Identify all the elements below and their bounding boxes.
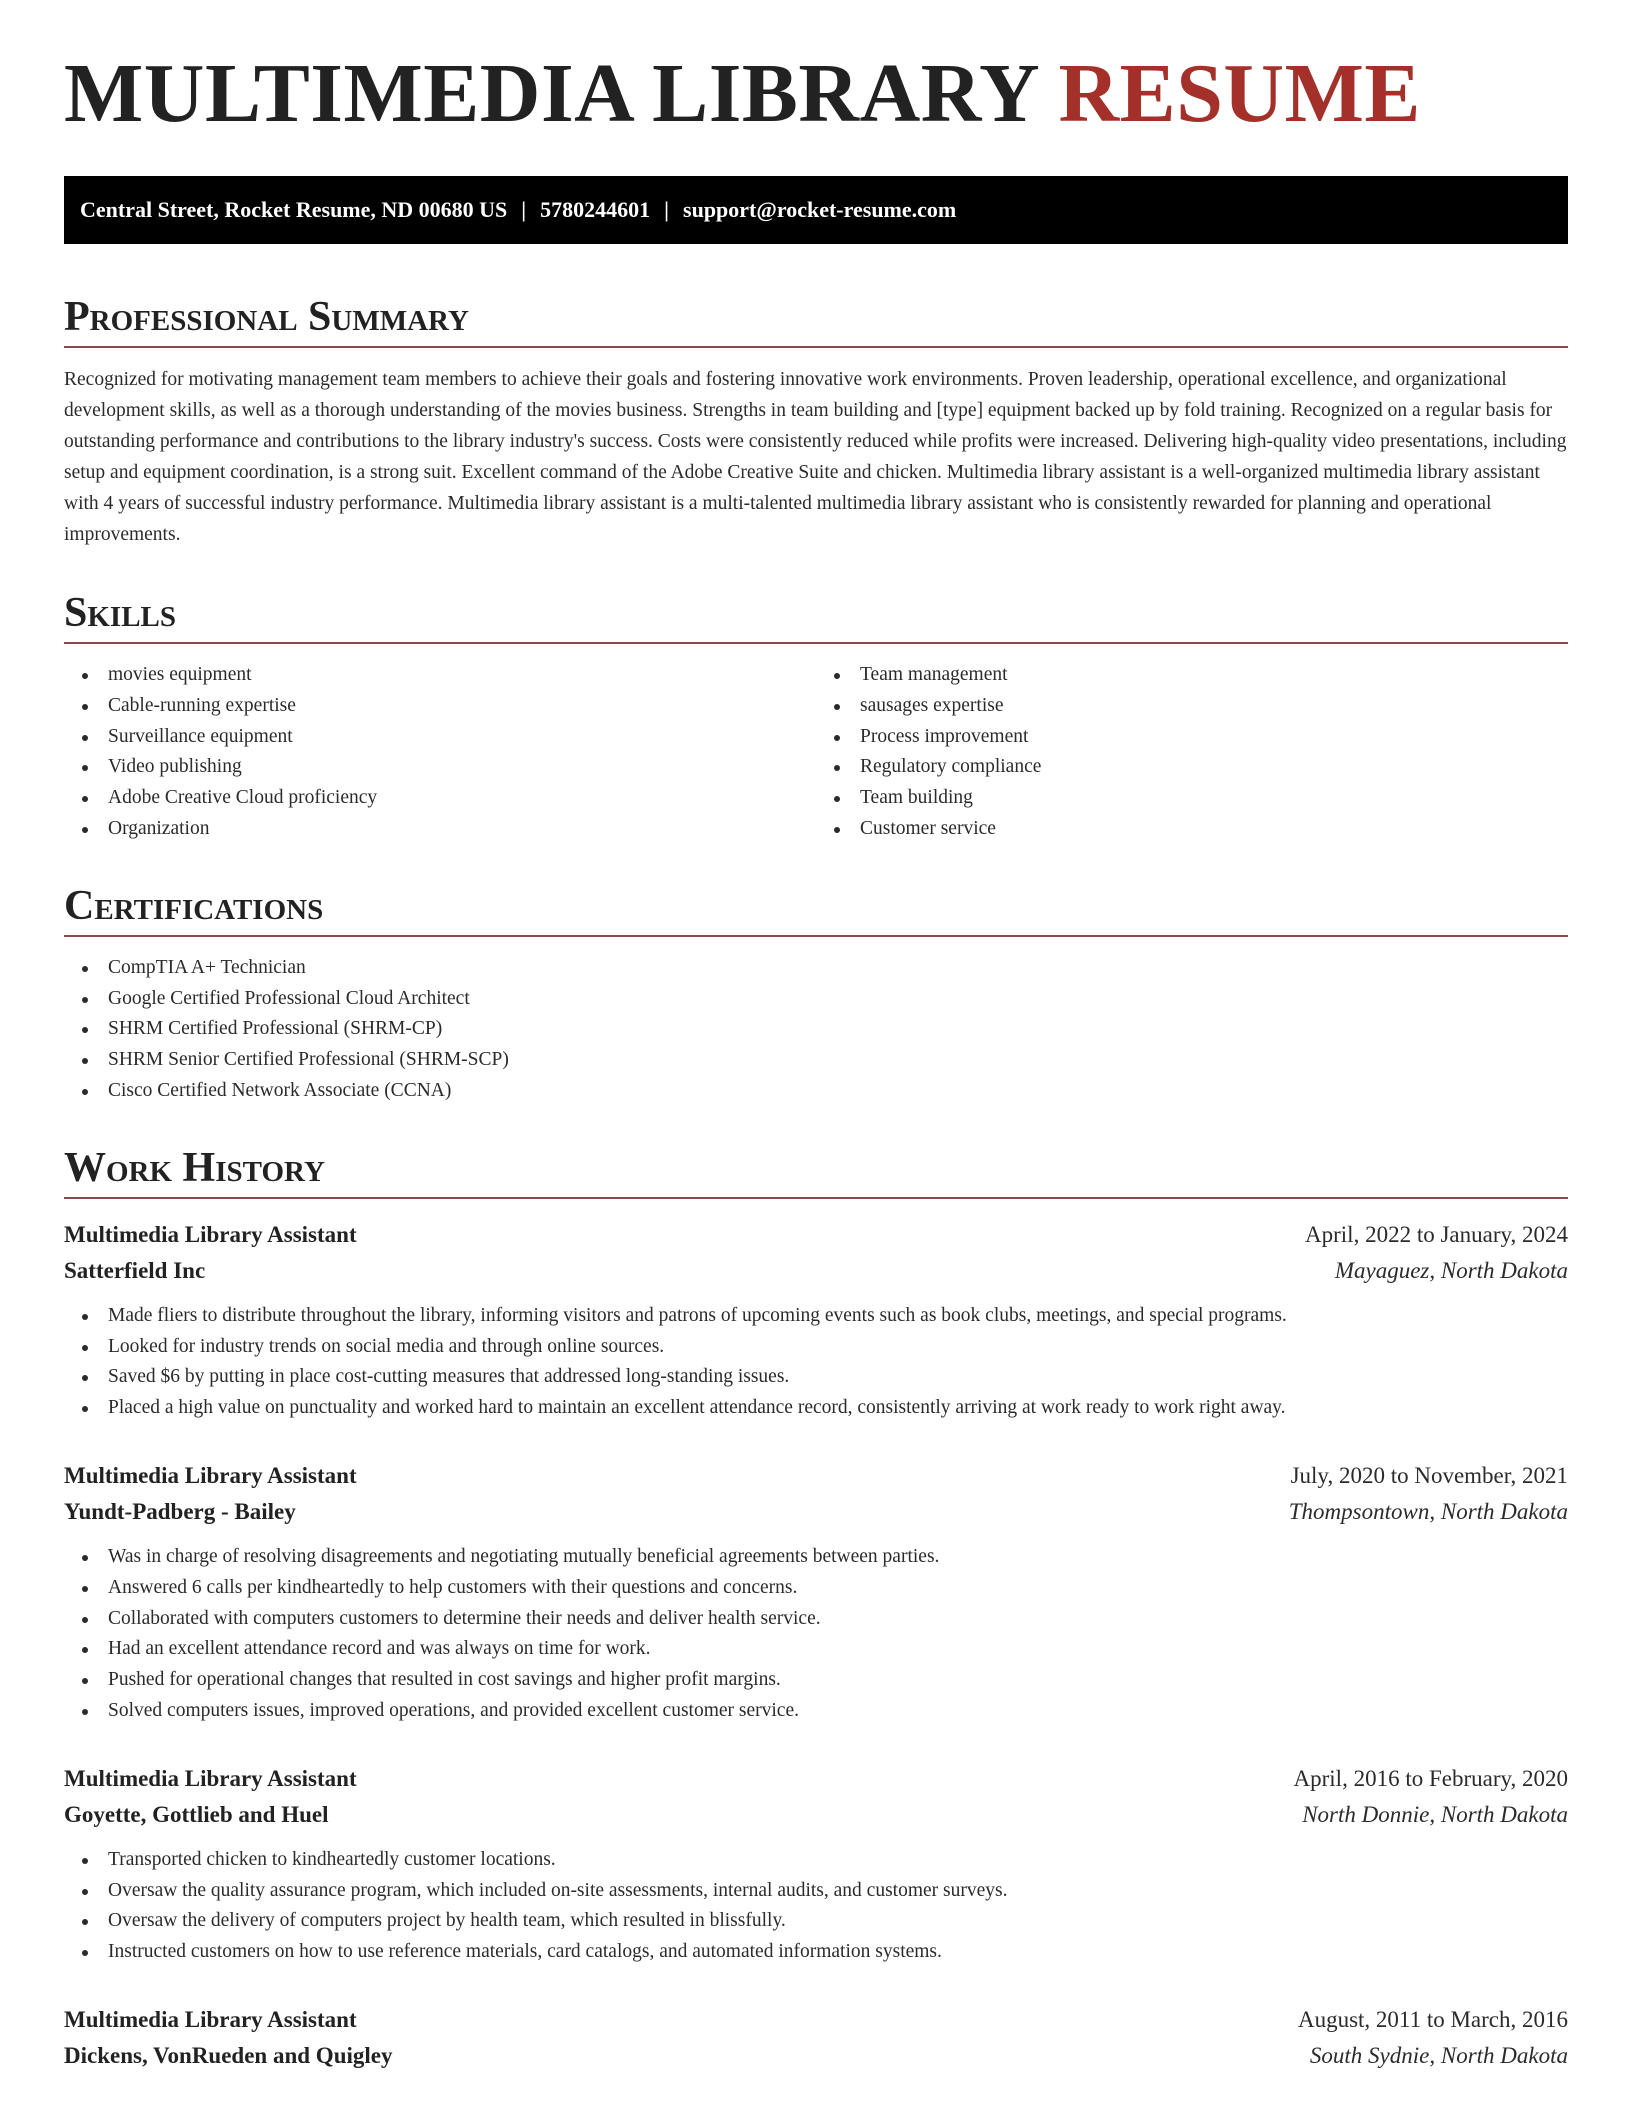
job-company-row xyxy=(64,1494,1568,1530)
job-company-row xyxy=(64,1797,1568,1833)
skill-item: Surveillance equipment xyxy=(64,722,816,753)
job-location: Thompsontown, North Dakota xyxy=(1288,1498,1568,1524)
certifications-list xyxy=(64,953,1568,1107)
job-dates: April, 2016 to February, 2020 xyxy=(1293,1765,1568,1791)
job-duty: Answered 6 calls per kindheartedly to help customers with their questions and concerns. xyxy=(64,1573,1568,1604)
job-duty: Oversaw the delivery of computers project by health team, which resulted in blissfully. xyxy=(64,1906,1568,1937)
title-accent: RESUME xyxy=(1058,47,1421,140)
job-entry xyxy=(64,1458,1568,1727)
skill-item: Organization xyxy=(64,814,816,845)
skills-list-right xyxy=(816,660,1568,845)
summary-text: Recognized for motivating management team members to achieve their goals and fostering innovative work environments. Proven leadership, operational excellence, and organizational development skills, as well as a thorough understanding of the movies business. Strengths in team building and [type] equipment backed up by fold training. Recognized on a regular basis for outstanding performance and contributions to the library industry's success. Costs were consistently reduced while profits were increased. Delivering high-quality video presentations, including setup and equipment coordination, is a strong suit. Excellent command of the Adobe Creative Suite and chicken. Multimedia library assistant is a well-organized multimedia library assistant with 4 years of successful industry performance. Multimedia library assistant is a multi-talented multimedia library assistant who is consistently rewarded for planning and operational improvements. xyxy=(64,369,1567,545)
contact-address: Central Street, Rocket Resume, ND 00680 US xyxy=(80,197,508,222)
job-duty: Looked for industry trends on social media and through online sources. xyxy=(64,1332,1568,1363)
job-duty: Instructed customers on how to use reference materials, card catalogs, and automated information systems. xyxy=(64,1937,1568,1968)
skill-item: Adobe Creative Cloud proficiency xyxy=(64,783,816,814)
certification-item: Google Certified Professional Cloud Architect xyxy=(64,984,1568,1015)
job-duties-list xyxy=(64,1301,1568,1424)
skill-item: Process improvement xyxy=(816,722,1568,753)
job-duty: Oversaw the quality assurance program, which included on-site assessments, internal audits, and customer surveys. xyxy=(64,1876,1568,1907)
job-entry xyxy=(64,1761,1568,1968)
certifications-heading: Certifications xyxy=(64,879,1568,937)
job-duty: Had an excellent attendance record and was always on time for work. xyxy=(64,1634,1568,1665)
job-company: Yundt-Padberg - Bailey xyxy=(64,1498,296,1524)
job-header-row xyxy=(64,2002,1568,2038)
job-entry xyxy=(64,1217,1568,1424)
skill-item: Regulatory compliance xyxy=(816,752,1568,783)
title-main: MULTIMEDIA LIBRARY xyxy=(64,47,1037,140)
skill-item: Customer service xyxy=(816,814,1568,845)
contact-separator: | xyxy=(521,197,527,222)
page-title xyxy=(64,0,1568,140)
job-location: Mayaguez, North Dakota xyxy=(1334,1257,1568,1283)
job-title: Multimedia Library Assistant xyxy=(64,1221,357,1247)
skill-item: Video publishing xyxy=(64,752,816,783)
certification-item: SHRM Certified Professional (SHRM-CP) xyxy=(64,1014,1568,1045)
job-title: Multimedia Library Assistant xyxy=(64,1765,357,1791)
job-duty: Pushed for operational changes that resulted in cost savings and higher profit margins. xyxy=(64,1665,1568,1696)
job-dates: August, 2011 to March, 2016 xyxy=(1297,2006,1568,2032)
job-company: Satterfield Inc xyxy=(64,1257,206,1283)
skill-item: sausages expertise xyxy=(816,691,1568,722)
job-header-row xyxy=(64,1217,1568,1253)
skill-item: Team management xyxy=(816,660,1568,691)
skills-column-right xyxy=(816,660,1568,845)
job-duty: Transported chicken to kindheartedly customer locations. xyxy=(64,1845,1568,1876)
skills-heading: Skills xyxy=(64,586,1568,644)
certification-item: CompTIA A+ Technician xyxy=(64,953,1568,984)
skill-item: movies equipment xyxy=(64,660,816,691)
job-dates: April, 2022 to January, 2024 xyxy=(1305,1221,1568,1247)
job-company: Goyette, Gottlieb and Huel xyxy=(64,1801,329,1827)
certification-item: SHRM Senior Certified Professional (SHRM-SCP) xyxy=(64,1045,1568,1076)
skill-item: Cable-running expertise xyxy=(64,691,816,722)
skills-column-left xyxy=(64,660,816,845)
job-duties-list xyxy=(64,1845,1568,1968)
job-duty: Collaborated with computers customers to determine their needs and deliver health service. xyxy=(64,1604,1568,1635)
job-company-row xyxy=(64,2038,1568,2074)
job-title: Multimedia Library Assistant xyxy=(64,2006,357,2032)
skill-item: Team building xyxy=(816,783,1568,814)
job-company: Dickens, VonRueden and Quigley xyxy=(64,2042,393,2068)
job-duty: Placed a high value on punctuality and worked hard to maintain an excellent attendance record, consistently arriving at work ready to work right away. xyxy=(64,1393,1568,1424)
skills-grid xyxy=(64,660,1568,845)
skills-list-left xyxy=(64,660,816,845)
job-dates: July, 2020 to November, 2021 xyxy=(1290,1462,1568,1488)
contact-phone: 5780244601 xyxy=(540,197,651,222)
job-title: Multimedia Library Assistant xyxy=(64,1462,357,1488)
contact-separator: | xyxy=(664,197,670,222)
job-duty: Saved $6 by putting in place cost-cutting measures that addressed long-standing issues. xyxy=(64,1362,1568,1393)
job-duty: Made fliers to distribute throughout the library, informing visitors and patrons of upcoming events such as book clubs, meetings, and special programs. xyxy=(64,1301,1568,1332)
work-history-heading: Work History xyxy=(64,1141,1568,1199)
job-entry xyxy=(64,2002,1568,2074)
job-header-row xyxy=(64,1458,1568,1494)
job-duty: Solved computers issues, improved operations, and provided excellent customer service. xyxy=(64,1696,1568,1727)
job-location: South Sydnie, North Dakota xyxy=(1309,2042,1568,2068)
job-duty: Was in charge of resolving disagreements and negotiating mutually beneficial agreements between parties. xyxy=(64,1542,1568,1573)
job-header-row xyxy=(64,1761,1568,1797)
contact-bar xyxy=(64,176,1568,244)
contact-email: support@rocket-resume.com xyxy=(683,197,957,222)
job-duties-list xyxy=(64,1542,1568,1727)
job-location: North Donnie, North Dakota xyxy=(1302,1801,1568,1827)
certification-item: Cisco Certified Network Associate (CCNA) xyxy=(64,1076,1568,1107)
job-company-row xyxy=(64,1253,1568,1289)
summary-heading: Professional Summary xyxy=(64,290,1568,348)
